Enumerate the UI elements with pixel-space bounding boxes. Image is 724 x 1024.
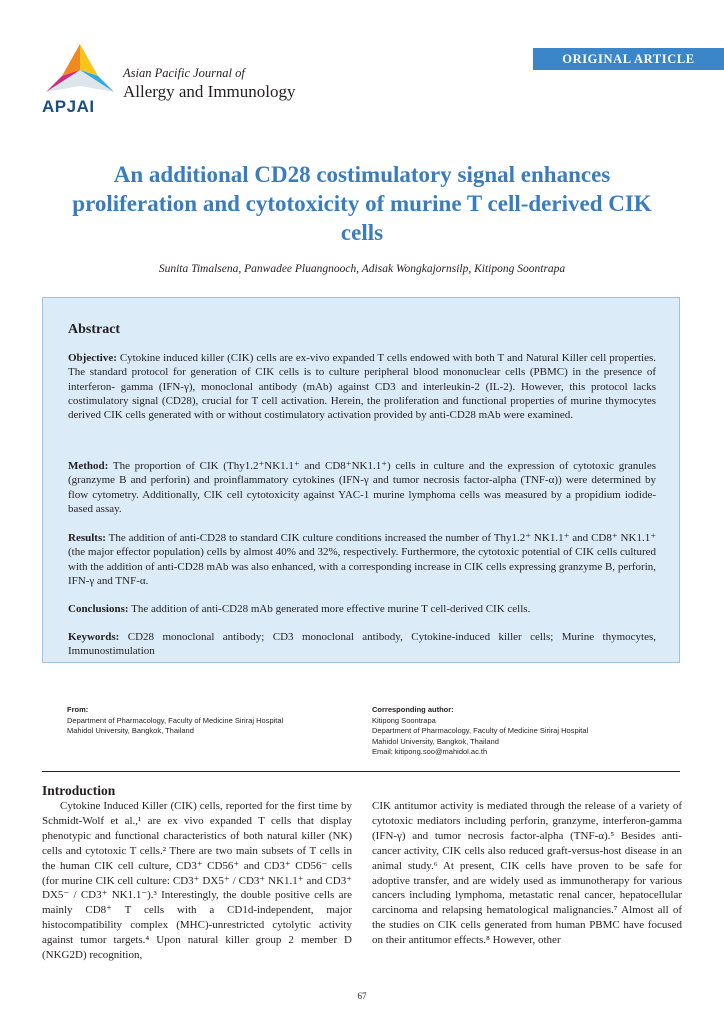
corresponding-name: Kitipong Soontrapa [372,715,436,725]
article-type-badge: ORIGINAL ARTICLE [533,48,724,70]
corresponding-line: Department of Pharmacology, Faculty of Medicine Siriraj Hospital [372,726,589,735]
logo-wordmark: APJAI [42,97,95,116]
corresponding-heading: Corresponding author: [372,705,454,714]
from-line: Department of Pharmacology, Faculty of Medicine Siriraj Hospital [67,715,284,725]
body-column-right [372,799,682,948]
abstract-conclusions [68,602,656,616]
journal-name-line2: Allergy and Immunology [123,82,296,101]
journal-name-line1: Asian Pacific Journal of [123,66,245,80]
corresponding-email: Email: kitipong.soo@mahidol.ac.th [372,747,488,756]
abstract-keywords [68,630,656,659]
from-heading: From: [67,705,89,714]
abstract-results [68,531,656,588]
from-line: Mahidol University, Bangkok, Thailand [67,726,194,735]
conclusions-label: Conclusions: [68,603,129,615]
body-column-left [42,799,352,963]
keywords-text: CD28 monoclonal antibody; CD3 monoclonal antibody, Cytokine-induced killer cells; Murine thymocytes, Immunostimulation [68,631,656,658]
body-paragraph: Cytokine Induced Killer (CIK) cells, reported for the first time by Schmidt-Wolf et al.,¹ are ex vivo expanded T cells that display phenotypic and functional characteristics of both natural killer (NK) cells and cytotoxic T cells.² There are two main subsets of T cells in the human CIK cell culture, CD3⁺ CD56⁺ and CD3⁺ CD56⁻ cells (for murine CIK cell culture: CD3⁺ DX5⁺ / CD3⁺ NK1.1⁺ and CD3⁺ DX5⁻ / CD3⁺ NK1.1⁻).³ Interestingly, the double positive cells are mainly CD8⁺ T cells with a CD1d-independent, major histocompatibility complex (MHC)-unrestricted cytolytic activity against tumor targets.⁴ Upon natural killer group 2 member D (NKG2D) recognition, [42,800,352,962]
abstract-objective [68,351,656,422]
article-title: An additional CD28 costimulatory signal enhances proliferation and cytotoxicity of murine T cell-derived CIK cells [72,162,652,245]
author-list: Sunita Timalsena, Panwadee Pluangnooch, Adisak Wongkajornsilp, Kitipong Soontrapa [158,263,566,275]
keywords-label: Keywords: [68,631,120,643]
section-divider [42,771,680,772]
introduction-heading: Introduction [42,783,116,798]
corresponding-author [372,705,588,758]
method-text: The proportion of CIK (Thy1.2⁺NK1.1⁺ and CD8⁺NK1.1⁺) cells in culture and the expression of cytotoxic granules (granzyme B and perforin) and proinflammatory cytokines (IFN-γ and tumor necrosis factor-alpha (TNF-α)) were determined by flow cytometry. Additionally, CIK cell cytotoxicity against YAC-1 murine lymphoma cells was measured by a propidium iodide-based assay. [68,460,656,515]
results-text: The addition of anti-CD28 to standard CIK culture conditions increased the number of Thy1.2⁺ NK1.1⁺ and CD8⁺ NK1.1⁺ (the major effector population) cells by almost 40% and 32%, respectively. Furthermore, the cytotoxic potential of CIK cells cultured with the addition of anti-CD28 mAb was also enhanced, with a corresponding increase in CIK cells expressing granzyme B, perforin, IFN-γ and TNF-α. [68,532,656,587]
objective-label: Objective: [68,352,117,364]
method-label: Method: [68,460,109,472]
abstract-heading: Abstract [68,322,121,337]
conclusions-text: The addition of anti-CD28 mAb generated more effective murine T cell-derived CIK cells. [131,603,531,615]
abstract-method [68,459,656,516]
objective-text: Cytokine induced killer (CIK) cells are ex-vivo expanded T cells endowed with both T and Natural Killer cell properties. The standard protocol for generation of CIK cells is to culture peripheral blood mononuclear cells (PBMC) in the presence of interferon- gamma (IFN-γ), monoclonal antibody (mAb) against CD3 and interleukin-2 (IL-2). However, this protocol lacks costimulatory signal (CD28), crucial for T cell activation. Herein, the proliferation and functional properties of murine thymocytes derived CIK cells generated with or without costimulatory activation provided by anti-CD28 mAb were examined. [68,352,656,422]
body-paragraph: CIK antitumor activity is mediated through the release of a variety of cytotoxic mediators including perforin, granzyme, interferon-gamma (IFN-γ) and tumor necrosis factor-alpha (TNF-α).⁵ Besides anti-cancer activity, CIK cells also reduced graft-versus-host disease in an animal study.⁶ At present, CIK cells have proven to be safe for adoptive transfer, and are widely used as immunotherapy for various cancers including lymphoma, metastatic renal cancer, hepatocellular carcinoma and relapsing hematological malignancies.⁷ Almost all of the studies on CIK cells generated from human PBMC have focused on their antitumor effects.⁸ However, other [372,800,682,947]
from-affiliation [67,705,283,737]
results-label: Results: [68,532,106,544]
page-number: 67 [357,991,367,1001]
corresponding-line: Mahidol University, Bangkok, Thailand [372,736,499,746]
